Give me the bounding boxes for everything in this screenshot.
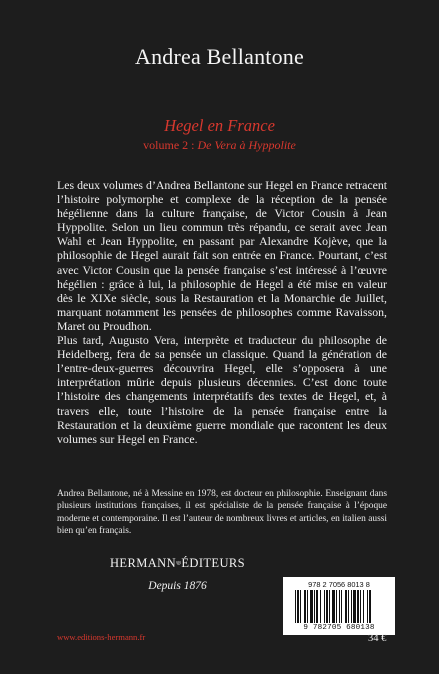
isbn-barcode — [283, 577, 395, 635]
barcode-bar — [336, 590, 337, 623]
barcode-bar — [345, 590, 347, 623]
barcode-bar — [351, 590, 352, 623]
barcode-bar — [314, 590, 315, 623]
barcode-bar — [357, 590, 359, 623]
blurb-paragraph-2: Plus tard, Augusto Vera, interprète et traducteur du philosophe de Heidelberg, fera de sa pensée un classique. Quand la génération de l’entre-deux-guerres découvrira Hegel, elle s’opposera à une interprétation mûrie depuis plusieurs décennies. C’est donc toute l’histoire des changements interprétatifs des textes de Hegel, et, à travers elle, toute l’histoire de la pensée française entre la Restauration et la deuxième guerre mondiale que racontent les deux volumes sur Hegel en France. — [57, 333, 387, 446]
author-bio: Andrea Bellantone, né à Messine en 1978, est docteur en philosophie. Enseignant dans plusieurs institutions françaises, il est spécialiste de la pensée française à l’époque moderne et contemporaine. Il est l’auteur de nombreux livres et articles, en italien aussi bien qu’en français. — [57, 489, 387, 536]
book-title: Hegel en France — [164, 116, 275, 135]
volume-label: volume 2 : — [143, 138, 195, 152]
barcode-bar — [310, 590, 313, 623]
barcode-bar — [332, 590, 335, 623]
barcode-bar — [348, 590, 349, 623]
publisher-website: www.editions-hermann.fr — [57, 632, 146, 642]
barcode-bar — [326, 590, 328, 623]
barcode-bar — [300, 590, 301, 623]
publisher-name-right: ÉDITEURS — [181, 555, 245, 570]
publisher-name-left: HERMANN — [110, 555, 176, 570]
barcode-bar — [329, 590, 330, 623]
barcode-bar — [316, 590, 318, 623]
barcode-bar — [297, 590, 299, 623]
barcode-bar — [367, 590, 368, 623]
barcode-bar — [369, 590, 371, 623]
blurb-paragraph-1: Les deux volumes d’Andrea Bellantone sur Hegel en France retracent l’histoire polymorphe et complexe de la réception de la pensée hégélienne dans la culture française, de Victor Cousin à Jean Hyppolite. Selon un lieu commun très répandu, ce serait avec Jean Wahl et Jean Hyppolite, en passant par Alexandre Kojève, que la philosophie de Hegel aurait fait son entrée en France. Pourtant, c’est avec Victor Cousin que la pensée française s’est intéressé à l’œuvre hégélien : grâce à lui, la philosophie de Hegel a été mise en valeur dès le XIXe siècle, sous la Restauration et la Monarchie de Juillet, marquant notamment les pensées de philosophes comme Ravaisson, Maret ou Proudhon. — [57, 178, 387, 333]
ean-digits: 9 782705 680138 — [303, 624, 375, 632]
publisher-since: Depuis 1876 — [148, 580, 207, 592]
volume-subtitle-text: De Vera à Hyppolite — [197, 138, 296, 152]
barcode-bar — [363, 590, 364, 623]
isbn-text: 978 2 7056 8013 8 — [308, 580, 370, 589]
barcode-bar — [320, 590, 321, 623]
barcode-bar — [295, 590, 296, 623]
barcode-bar — [324, 590, 325, 623]
barcode-bar — [341, 590, 342, 623]
barcode-bar — [353, 590, 356, 623]
barcode-bars — [295, 590, 391, 623]
barcode-bar — [360, 590, 361, 623]
barcode-bar — [304, 590, 306, 623]
blurb — [57, 178, 387, 446]
barcode-bar — [339, 590, 340, 623]
volume-subtitle — [0, 138, 439, 153]
barcode-bar — [307, 590, 308, 623]
publisher-logo — [110, 554, 245, 572]
price: 34 € — [368, 633, 387, 644]
author-name: Andrea Bellantone — [135, 44, 304, 69]
